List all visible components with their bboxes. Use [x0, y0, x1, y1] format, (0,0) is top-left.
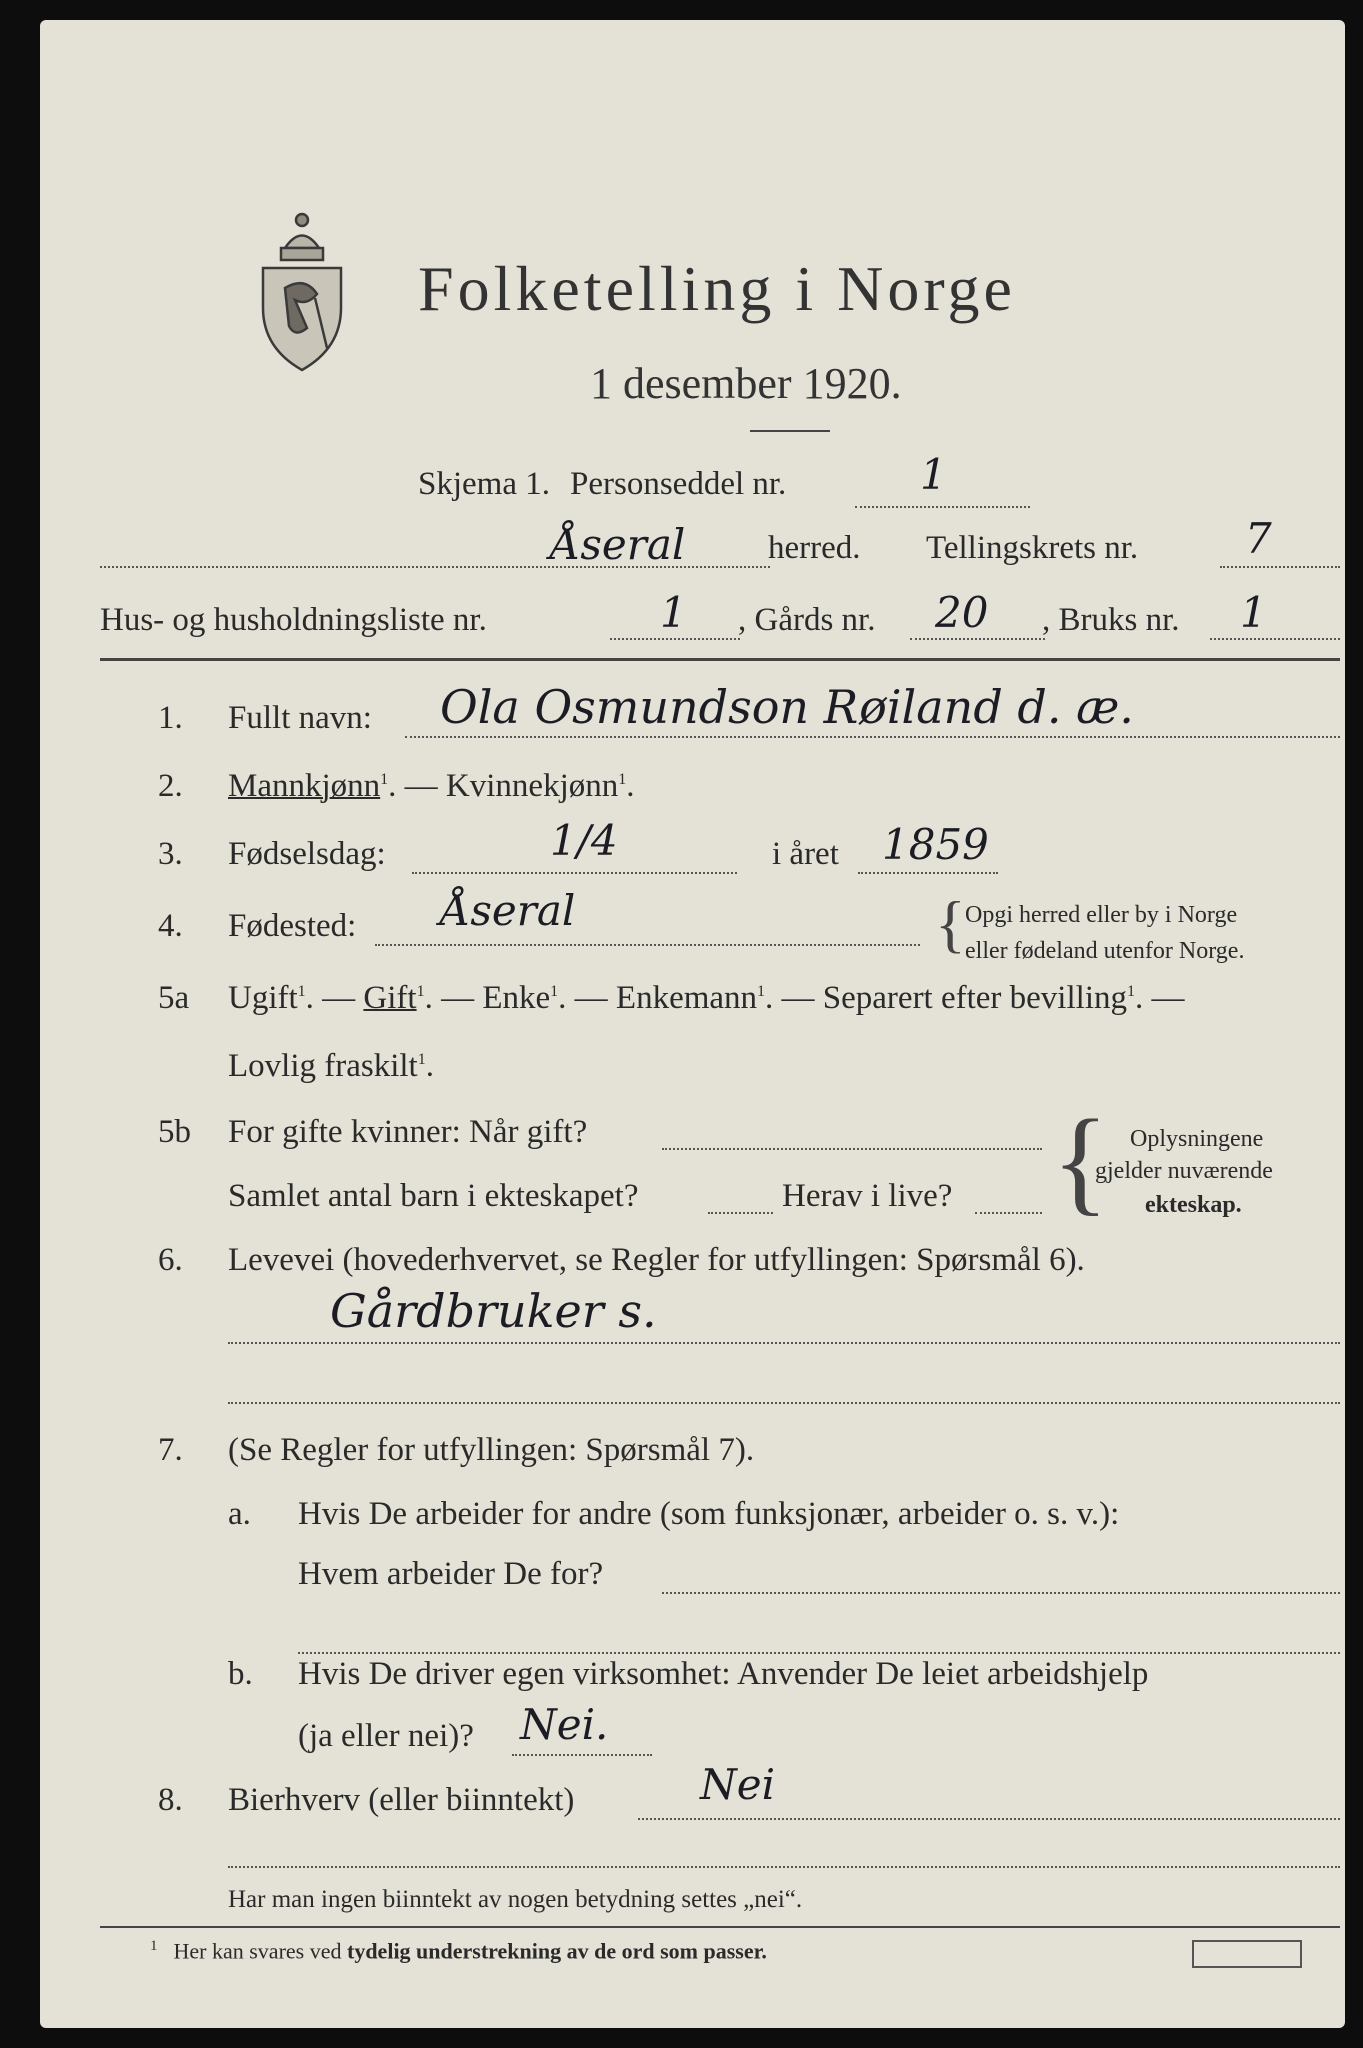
- q8-line-2: [228, 1866, 1340, 1868]
- q7a-line-2: [298, 1652, 1340, 1654]
- tellingskrets-value: 7: [1245, 514, 1272, 563]
- q1-line: [405, 736, 1340, 738]
- form-title: Folketelling i Norge: [418, 253, 1016, 324]
- bruks-line: [1210, 638, 1340, 640]
- q5a-options: Ugift$^1$. — Gift$^1$. — Enke$^1$. — Enkemann$^1$. — Separert efter bevilling$^1$. —: [228, 980, 1185, 1016]
- gards-label: , Gårds nr.: [738, 602, 876, 638]
- herred-value: Åseral: [550, 520, 686, 569]
- footnote: $^1$ Her kan svares ved tydelig understrekning av de ord som passer.: [150, 1938, 767, 1964]
- gards-line: [910, 638, 1045, 640]
- q5b-number: 5b: [158, 1114, 191, 1150]
- personseddel-label: Personseddel nr.: [570, 466, 787, 502]
- q2-options: Mannkjønn$^1$. — Kvinnekjønn$^1$.: [228, 768, 635, 804]
- q5b-note-1: Oplysningene: [1130, 1126, 1264, 1152]
- q7b-value: Nei.: [520, 1700, 609, 1749]
- q5b-note-2: gjelder nuværende: [1095, 1158, 1273, 1184]
- coat-of-arms-icon: [255, 198, 350, 373]
- q4-line: [375, 944, 920, 946]
- q1-number: 1.: [158, 700, 183, 736]
- tellingskrets-label: Tellingskrets nr.: [926, 530, 1139, 566]
- q6-number: 6.: [158, 1242, 183, 1278]
- q5a-gift: Gift: [363, 980, 417, 1016]
- title-divider: [750, 430, 830, 432]
- q3-label: Fødselsdag:: [228, 836, 386, 872]
- form-date: 1 desember 1920.: [590, 359, 902, 408]
- q2-male: Mannkjønn: [228, 768, 381, 804]
- q5b-line-3: [975, 1212, 1042, 1214]
- header-rule: [100, 658, 1340, 661]
- q4-note-1: Opgi herred eller by i Norge: [965, 902, 1238, 928]
- q7b-label-2: (ja eller nei)?: [298, 1718, 474, 1754]
- personseddel-value: 1: [920, 450, 947, 499]
- q7b-label-1: Hvis De driver egen virksomhet: Anvender De leiet arbeidshjelp: [298, 1656, 1149, 1692]
- q5a-number: 5a: [158, 980, 190, 1016]
- q3-value: 1/4: [550, 816, 618, 865]
- q5b-label-1: For gifte kvinner: Når gift?: [228, 1114, 588, 1150]
- q1-value: Ola Osmundson Røiland d. æ.: [440, 680, 1134, 734]
- hus-label: Hus- og husholdningsliste nr.: [100, 602, 487, 638]
- q4-number: 4.: [158, 908, 183, 944]
- q6-line-1: [228, 1342, 1340, 1344]
- bruks-label: , Bruks nr.: [1042, 602, 1180, 638]
- q2-female: Kvinnekjønn: [445, 768, 619, 804]
- q7a-line-1: [662, 1592, 1340, 1594]
- skjema-label: Skjema 1.: [418, 466, 550, 502]
- personseddel-line: [855, 506, 1030, 508]
- footer-note: Har man ingen biinntekt av nogen betydning settes „nei“.: [228, 1886, 803, 1913]
- q4-label: Fødested:: [228, 908, 357, 944]
- q3-year-value: 1859: [882, 820, 989, 869]
- q8-number: 8.: [158, 1782, 183, 1818]
- bruks-value: 1: [1240, 588, 1267, 637]
- q5b-line-1: [662, 1148, 1042, 1150]
- q7b-number: b.: [228, 1656, 253, 1692]
- q3-number: 3.: [158, 836, 183, 872]
- q5b-note-3: ekteskap.: [1145, 1192, 1242, 1218]
- q5b-label-2: Samlet antal barn i ekteskapet?: [228, 1178, 639, 1214]
- q5b-bracket: {: [1052, 1095, 1109, 1226]
- q7a-label-2: Hvem arbeider De for?: [298, 1556, 604, 1592]
- q4-value: Åseral: [440, 886, 576, 935]
- tellingskrets-line: [1220, 566, 1340, 568]
- q5a-lovlig: Lovlig fraskilt$^1$.: [228, 1048, 434, 1084]
- q7a-number: a.: [228, 1496, 251, 1532]
- q4-bracket: {: [935, 888, 966, 959]
- q6-label: Levevei (hovederhvervet, se Regler for utfyllingen: Spørsmål 6).: [228, 1242, 1085, 1278]
- q2-number: 2.: [158, 768, 183, 804]
- herred-label: herred.: [768, 530, 861, 566]
- q5b-label-3: Herav i live?: [782, 1178, 953, 1214]
- q3-line: [412, 872, 737, 874]
- q6-line-2: [228, 1402, 1340, 1404]
- hus-line: [610, 638, 740, 640]
- q7-label: (Se Regler for utfyllingen: Spørsmål 7).: [228, 1432, 755, 1468]
- q6-value: Gårdbruker s.: [330, 1284, 657, 1338]
- footer-rule: [100, 1926, 1340, 1928]
- census-form-page: [40, 20, 1345, 2028]
- q8-line-1: [638, 1818, 1340, 1820]
- q1-label: Fullt navn:: [228, 700, 372, 736]
- gards-value: 20: [935, 588, 989, 637]
- q7b-line: [512, 1754, 652, 1756]
- q4-note-2: eller fødeland utenfor Norge.: [965, 938, 1245, 964]
- q8-label: Bierhverv (eller biinntekt): [228, 1782, 575, 1818]
- q5b-line-2: [708, 1212, 773, 1214]
- printer-stamp-icon: [1192, 1940, 1302, 1968]
- q7-number: 7.: [158, 1432, 183, 1468]
- q7a-label-1: Hvis De arbeider for andre (som funksjonær, arbeider o. s. v.):: [298, 1496, 1120, 1532]
- q8-value: Nei: [700, 1760, 776, 1809]
- hus-value: 1: [660, 588, 687, 637]
- q3-year-line: [858, 872, 998, 874]
- q3-year-label: i året: [772, 836, 839, 872]
